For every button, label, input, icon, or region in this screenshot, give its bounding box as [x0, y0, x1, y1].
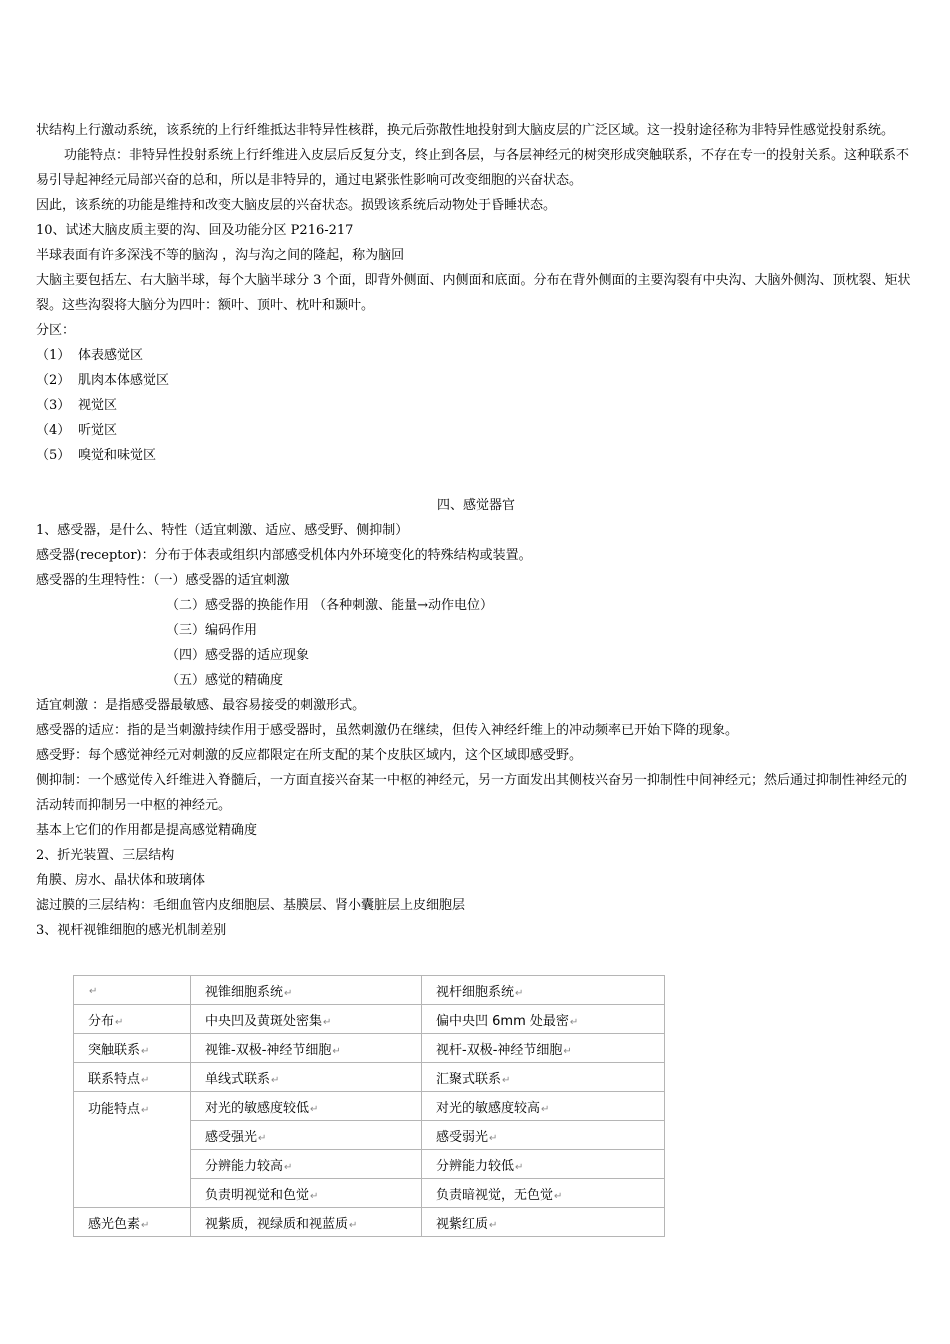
table-header-cell: 视锥细胞系统↵	[191, 976, 422, 1005]
table-cell: 功能特点↵	[74, 1092, 191, 1208]
table-row	[74, 1208, 665, 1237]
table-cell: 对光的敏感度较高↵	[422, 1092, 665, 1121]
list-item: （2） 肌肉本体感觉区	[36, 373, 170, 388]
table-cell: 负责明视觉和色觉↵	[191, 1179, 422, 1208]
table-cell: 视紫红质↵	[422, 1208, 665, 1237]
table-cell: 感光色素↵	[74, 1208, 191, 1237]
paragraph: 感受器的适应：指的是当刺激持续作用于感受器时，虽然刺激仍在继续，但传入神经纤维上的冲动频率已开始下降的现象。	[36, 723, 739, 738]
table-cell: 中央凹及黄斑处密集↵	[191, 1005, 422, 1034]
question-heading: 2、折光装置、三层结构	[36, 848, 175, 863]
paragraph: 因此，该系统的功能是维持和改变大脑皮层的兴奋状态。损毁该系统后动物处于昏睡状态。	[36, 198, 557, 213]
table-row	[74, 976, 665, 1005]
table-cell: 感受强光↵	[191, 1121, 422, 1150]
table-row	[74, 1034, 665, 1063]
paragraph: 大脑主要包括左、右大脑半球，每个大脑半球分 3 个面，即背外侧面、内侧面和底面。分布在背外侧面的主要沟裂有中央沟、大脑外侧沟、顶枕裂、矩状裂。这些沟裂将大脑分为四叶：额叶、顶叶、枕叶和颞叶。	[36, 273, 911, 313]
table-cell: 分辨能力较高↵	[191, 1150, 422, 1179]
table-header-cell: 视杆细胞系统↵	[422, 976, 665, 1005]
paragraph: 半球表面有许多深浅不等的脑沟 ，沟与沟之间的隆起，称为脑回	[36, 248, 405, 263]
paragraph: 感受器(receptor)：分布于体表或组织内部感受机体内外环境变化的特殊结构或装置。	[36, 548, 532, 563]
paragraph: 状结构上行激动系统，该系统的上行纤维抵达非特异性核群，换元后弥散性地投射到大脑皮层的广泛区域。这一投射途径称为非特异性感觉投射系统。	[36, 123, 895, 138]
comparison-table	[73, 975, 665, 1237]
table-cell: 分布↵	[74, 1005, 191, 1034]
table-cell: 突触联系↵	[74, 1034, 191, 1063]
paragraph: 角膜、房水、晶状体和玻璃体	[36, 873, 206, 888]
list-item: （五）感觉的精确度	[166, 673, 284, 688]
document-body	[36, 118, 916, 943]
list-item: （三）编码作用	[166, 623, 258, 638]
table-cell: 分辨能力较低↵	[422, 1150, 665, 1179]
paragraph: 适宜刺激 ：是指感受器最敏感、最容易接受的刺激形式。	[36, 698, 366, 713]
section-title: 四、感觉器官	[436, 498, 515, 513]
list-item: （二）感受器的换能作用 （各种刺激、能量→动作电位）	[166, 598, 494, 613]
table-cell: 感受弱光↵	[422, 1121, 665, 1150]
list-item: （4） 听觉区	[36, 423, 118, 438]
table-cell: 联系特点↵	[74, 1063, 191, 1092]
table-cell: 负责暗视觉，无色觉↵	[422, 1179, 665, 1208]
paragraph: 滤过膜的三层结构：毛细血管内皮细胞层、基膜层、肾小囊脏层上皮细胞层	[36, 898, 466, 913]
list-item: （5） 嗅觉和味觉区	[36, 448, 157, 463]
paragraph: 功能特点：非特异性投射系统上行纤维进入皮层后反复分支，终止到各层，与各层神经元的树突形成突触联系，不存在专一的投射关系。这种联系不易引导起神经元局部兴奋的总和，所以是非特异的，通过电紧张性影响可改变细胞的兴奋状态。	[36, 148, 910, 188]
paragraph: 感受器的生理特性：（一）感受器的适宜刺激	[36, 573, 290, 588]
question-heading: 1、感受器，是什么、特性（适宜刺激、适应、感受野、侧抑制）	[36, 523, 409, 538]
list-item: （四）感受器的适应现象	[166, 648, 310, 663]
table-cell: ↵	[74, 976, 191, 1005]
list-item: （3） 视觉区	[36, 398, 118, 413]
table-cell: 汇聚式联系↵	[422, 1063, 665, 1092]
paragraph: 分区：	[36, 323, 76, 338]
table-cell: 偏中央凹 6mm 处最密↵	[422, 1005, 665, 1034]
table-cell: 单线式联系↵	[191, 1063, 422, 1092]
question-heading: 3、视杆视锥细胞的感光机制差别	[36, 923, 227, 938]
list-item: （1） 体表感觉区	[36, 348, 144, 363]
table-row	[74, 1005, 665, 1034]
table-row	[74, 1092, 665, 1121]
paragraph: 侧抑制：一个感觉传入纤维进入脊髓后，一方面直接兴奋某一中枢的神经元，另一方面发出其侧枝兴奋另一抑制性中间神经元；然后通过抑制性神经元的活动转而抑制另一中枢的神经元。	[36, 773, 908, 813]
table-cell: 视紫质，视绿质和视蓝质↵	[191, 1208, 422, 1237]
question-heading: 10、试述大脑皮质主要的沟、回及功能分区 P216-217	[36, 223, 354, 238]
paragraph: 感受野：每个感觉神经元对刺激的反应都限定在所支配的某个皮肤区域内，这个区域即感受野。	[36, 748, 583, 763]
table-cell: 对光的敏感度较低↵	[191, 1092, 422, 1121]
paragraph: 基本上它们的作用都是提高感觉精确度	[36, 823, 258, 838]
table-cell: 视杆-双极-神经节细胞↵	[422, 1034, 665, 1063]
table-row	[74, 1063, 665, 1092]
table-cell: 视锥-双极-神经节细胞↵	[191, 1034, 422, 1063]
